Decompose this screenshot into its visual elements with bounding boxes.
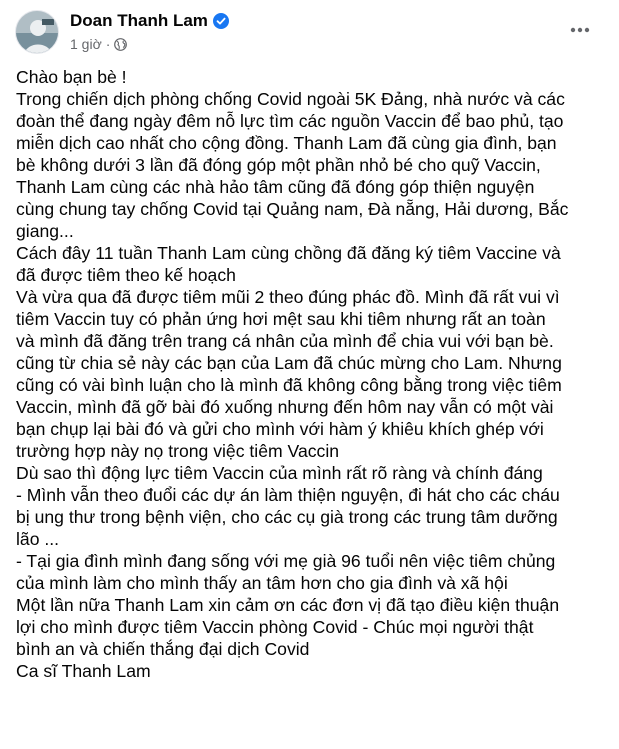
post-text-line: lợi cho mình được tiêm Vaccin phòng Covid - Chúc mọi người thật xyxy=(16,617,534,637)
post-text-line: bè không dưới 3 lần đã đóng góp một phần nhỏ bé cho quỹ Vaccin, xyxy=(16,155,541,175)
post-text-line: bình an và chiến thắng đại dịch Covid xyxy=(16,639,310,659)
post-text-line: Thanh Lam cùng các nhà hảo tâm cũng đã đóng góp thiện nguyện xyxy=(16,177,535,197)
post-text-line: cùng chung tay chống Covid tại Quảng nam, Đà nẵng, Hải dương, Bắc xyxy=(16,199,569,219)
post-timestamp[interactable]: 1 giờ xyxy=(70,36,102,52)
post-meta xyxy=(70,35,127,53)
post-body xyxy=(16,66,612,682)
post-text-line: cũng từ chia sẻ này các bạn của Lam đã chúc mừng cho Lam. Nhưng xyxy=(16,353,562,373)
post-text-line: đã được tiêm theo kế hoạch xyxy=(16,265,236,285)
post-text-line: đoàn thể đang ngày đêm nỗ lực tìm các nguồn Vaccin để bao phủ, tạo xyxy=(16,111,564,131)
avatar-image xyxy=(16,11,59,54)
more-options-icon xyxy=(570,27,590,33)
post-text-line: Ca sĩ Thanh Lam xyxy=(16,661,151,681)
post-text-line: Và vừa qua đã được tiêm mũi 2 theo đúng phác đồ. Mình đã rất vui vì xyxy=(16,287,560,307)
post-text-line: Chào bạn bè ! xyxy=(16,67,127,87)
post-text-line: Trong chiến dịch phòng chống Covid ngoài 5K Đảng, nhà nước và các xyxy=(16,89,565,109)
post-text-line: và mình đã đăng trên trang cá nhân của mình để chia vui với bạn bè. xyxy=(16,331,554,351)
post-text-line: cũng có vài bình luận cho là mình đã không công bằng trong việc tiêm xyxy=(16,375,562,395)
meta-separator: · xyxy=(105,36,111,52)
post-text-line: trường hợp này nọ trong việc tiêm Vaccin xyxy=(16,441,340,461)
post-text-line: Một lần nữa Thanh Lam xin cảm ơn các đơn vị đã tạo điều kiện thuận xyxy=(16,595,560,615)
post-text-line: - Tại gia đình mình đang sống với mẹ già 96 tuổi nên việc tiêm chủng xyxy=(16,551,556,571)
post-text-line: Dù sao thì động lực tiêm Vaccin của mình rất rõ ràng và chính đáng xyxy=(16,463,543,483)
author-avatar[interactable] xyxy=(15,10,59,54)
post-text-line: tiêm Vaccin tuy có phản ứng hơi mệt sau khi tiêm nhưng rất an toàn xyxy=(16,309,546,329)
post-text-line: giang... xyxy=(16,221,74,241)
post-text-line: bị ung thư trong bệnh viện, cho các cụ già trong các trung tâm dưỡng xyxy=(16,507,558,527)
globe-icon[interactable] xyxy=(114,38,127,51)
post-text-line: Vaccin, mình đã gỡ bài đó xuống nhưng đến hôm nay vẫn có một vài xyxy=(16,397,554,417)
post-header xyxy=(0,0,619,64)
post-text-line: miễn dịch cao nhất cho cộng đồng. Thanh Lam đã cùng gia đình, bạn xyxy=(16,133,557,153)
post-text-line: - Mình vẫn theo đuổi các dự án làm thiện nguyện, đi hát cho các cháu xyxy=(16,485,560,505)
verified-badge-icon xyxy=(213,13,229,29)
post-text-line: lão ... xyxy=(16,529,60,549)
post-text-line: bạn chụp lại bài đó và gửi cho mình với hàm ý khiêu khích ghép với xyxy=(16,419,544,439)
author-row xyxy=(70,10,229,32)
author-name[interactable]: Doan Thanh Lam xyxy=(70,11,208,30)
post-text-line: của mình làm cho mình thấy an tâm hơn cho gia đình và xã hội xyxy=(16,573,508,593)
more-options-button[interactable] xyxy=(562,12,598,48)
post-text-line: Cách đây 11 tuần Thanh Lam cùng chồng đã đăng ký tiêm Vaccine và xyxy=(16,243,561,263)
